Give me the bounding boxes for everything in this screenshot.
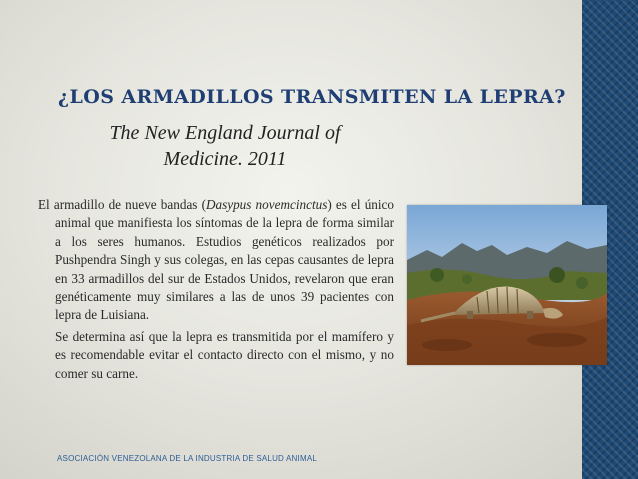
paragraph-conclusion: Se determina así que la lepra es transmitida por el mamífero y es recomendable evitar el contacto directo con el mismo, y no comer su carne. (55, 328, 394, 381)
footer-organization: ASOCIACIÓN VENEZOLANA DE LA INDUSTRIA DE SALUD ANIMAL (57, 454, 318, 463)
journal-citation (60, 120, 390, 172)
journal-citation-line1: The New England Journal of (109, 122, 341, 144)
body-text (38, 196, 394, 383)
paragraph-findings-start: El armadillo de nueve bandas ( (38, 197, 206, 212)
slide-title: ¿LOS ARMADILLOS TRANSMITEN LA LEPRA? (58, 86, 566, 108)
journal-citation-line2: Medicine. 2011 (163, 148, 287, 170)
armadillo-photo (407, 205, 607, 365)
species-name: Dasypus novemcinctus (205, 197, 328, 212)
paragraph-findings (38, 196, 394, 325)
paragraph-findings-rest: ) es el único animal que manifiesta los síntomas de la lepra de forma similar a los seres humanos. Estudios genéticos realizados por Pushpendra Singh y sus colegas, en las cepas causantes de lepra en 33 armadillos del sur de Estados Unidos, revelaron que eran genéticamente muy similares a las de unos 39 pacientes con lepra de Luisiana. (55, 197, 394, 323)
